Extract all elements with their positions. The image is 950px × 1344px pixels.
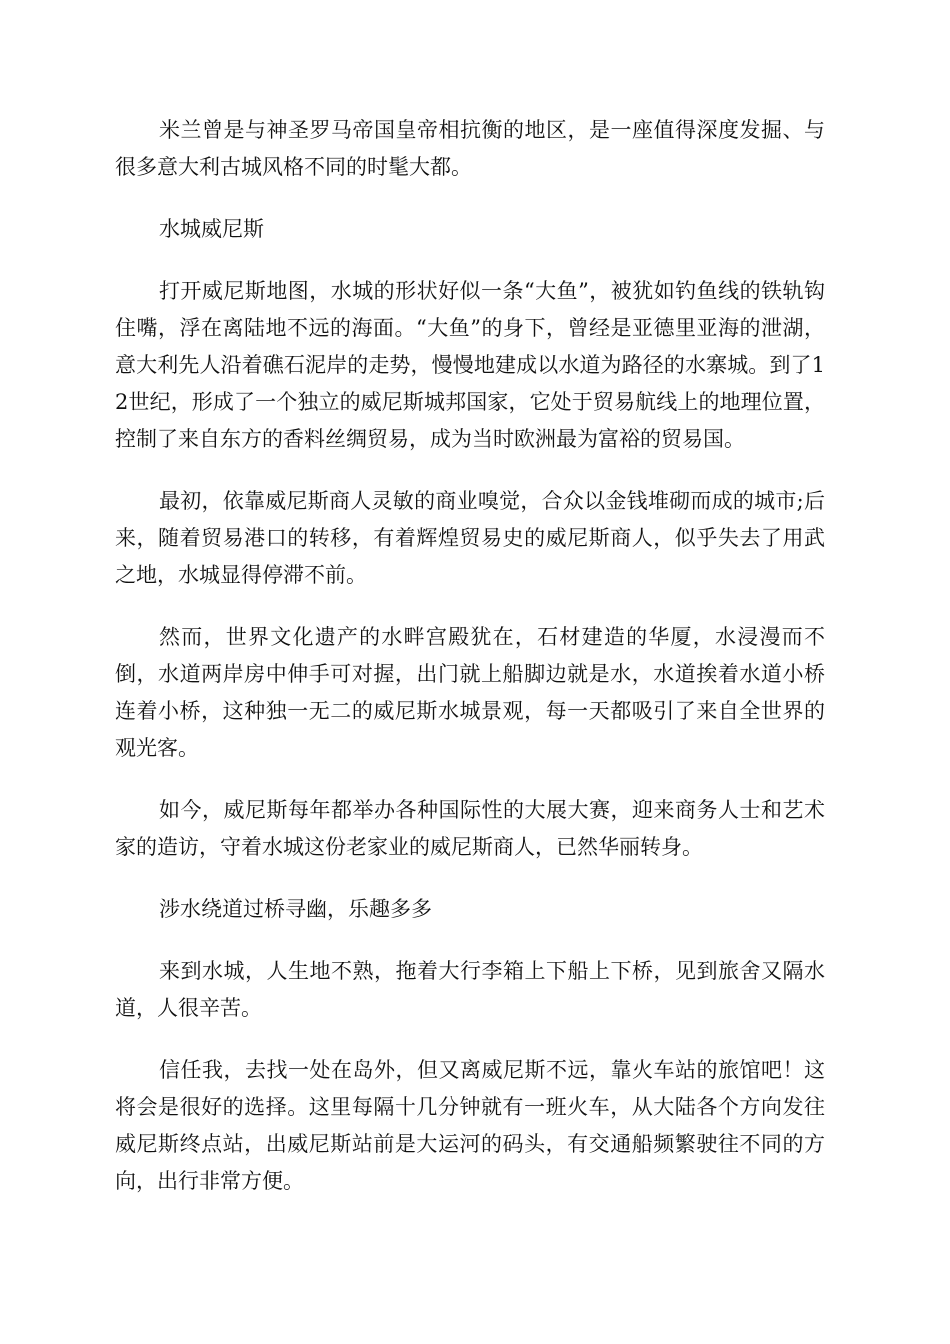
paragraph-arrival: 来到水城，人生地不熟，拖着大行李箱上下船上下桥，见到旅舍又隔水道，人很辛苦。 (115, 959, 825, 1020)
paragraph-hotel-advice: 信任我，去找一处在岛外，但又离威尼斯不远，靠火车站的旅馆吧！这将会是很好的选择。这里每隔十几分钟就有一班火车，从大陆各个方向发往威尼斯终点站，出威尼斯站前是大运河的码头，有交通船频繁驶往不同的方向，出行非常方便。 (115, 1058, 825, 1193)
paragraph-venice-merchants: 最初，依靠威尼斯商人灵敏的商业嗅觉，合众以金钱堆砌而成的城市;后来，随着贸易港口的转移，有着辉煌贸易史的威尼斯商人，似乎失去了用武之地，水城显得停滞不前。 (115, 489, 825, 587)
paragraph-venice-today: 如今，威尼斯每年都举办各种国际性的大展大赛，迎来商务人士和艺术家的造访，守着水城这份老家业的威尼斯商人，已然华丽转身。 (115, 798, 825, 859)
section-heading-wading: 涉水绕道过桥寻幽，乐趣多多 (159, 897, 432, 921)
paragraph-venice-heritage: 然而，世界文化遗产的水畔宫殿犹在，石材建造的华厦，水浸漫而不倒，水道两岸房中伸手可对握，出门就上船脚边就是水，水道挨着水道小桥连着小桥，这种独一无二的威尼斯水城景观，每一天都吸引了来自全世界的观光客。 (115, 625, 825, 760)
paragraph-venice-map: 打开威尼斯地图，水城的形状好似一条“大鱼”，被犹如钓鱼线的铁轨钩住嘴，浮在离陆地不远的海面。“大鱼”的身下，曾经是亚德里亚海的泄湖，意大利先人沿着礁石泥岸的走势，慢慢地建成以水道为路径的水寨城。到了12世纪，形成了一个独立的威尼斯城邦国家，它处于贸易航线上的地理位置，控制了来自东方的香料丝绸贸易，成为当时欧洲最为富裕的贸易国。 (115, 279, 825, 451)
section-heading-venice: 水城威尼斯 (159, 217, 264, 241)
paragraph-milan: 米兰曾是与神圣罗马帝国皇帝相抗衡的地区，是一座值得深度发掘、与很多意大利古城风格不同的时髦大都。 (115, 118, 825, 179)
